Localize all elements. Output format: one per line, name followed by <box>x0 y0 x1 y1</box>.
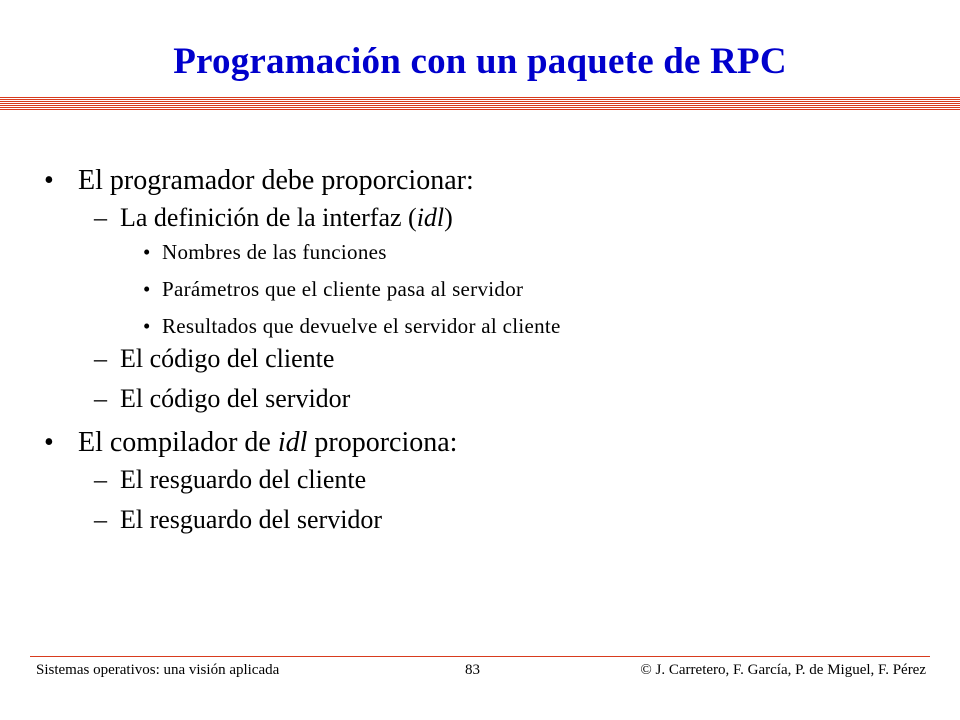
footer-copyright: © J. Carretero, F. García, P. de Miguel, F. Pérez <box>640 662 926 678</box>
bullet-marker: • <box>44 165 54 196</box>
footer-divider <box>30 656 930 657</box>
subbullet-marker: • <box>143 240 151 264</box>
subbullet-marker: • <box>143 277 151 301</box>
subbullet-marker: • <box>143 314 151 338</box>
dash-marker: – <box>94 203 107 232</box>
subsubitem-resultados: Resultados que devuelve el servidor al cliente <box>162 314 561 338</box>
subitem-interfaz <box>120 203 453 233</box>
idl-italic: idl <box>416 203 445 232</box>
subsubitem-parametros: Parámetros que el cliente pasa al servidor <box>162 277 524 301</box>
bullet-text: El programador debe proporcionar: <box>78 165 474 196</box>
slide-title: Programación con un paquete de RPC <box>173 41 787 82</box>
footer-book-title: Sistemas operativos: una visión aplicada <box>36 662 280 678</box>
footer-page-number: 83 <box>465 662 480 678</box>
subitem-codigo-cliente: El código del cliente <box>120 344 335 373</box>
subitem-text: La definición de la interfaz ( <box>120 203 417 232</box>
subitem-resguardo-cliente: El resguardo del cliente <box>120 465 367 494</box>
bullet-marker: • <box>44 427 54 458</box>
subitem-codigo-servidor: El código del servidor <box>120 384 351 413</box>
bullet-programador <box>78 165 474 197</box>
idl-italic: idl <box>277 427 308 458</box>
dash-marker: – <box>94 505 107 534</box>
bullet-text: El compilador de <box>78 427 278 458</box>
bullet-compilador <box>78 427 457 459</box>
bullet-text-end: proporciona: <box>307 427 458 458</box>
dash-marker: – <box>94 465 107 494</box>
subitem-text-end: ) <box>444 203 453 232</box>
dash-marker: – <box>94 344 107 373</box>
subitem-resguardo-servidor: El resguardo del servidor <box>120 505 383 534</box>
subsubitem-funciones: Nombres de las funciones <box>162 240 387 264</box>
dash-marker: – <box>94 384 107 413</box>
